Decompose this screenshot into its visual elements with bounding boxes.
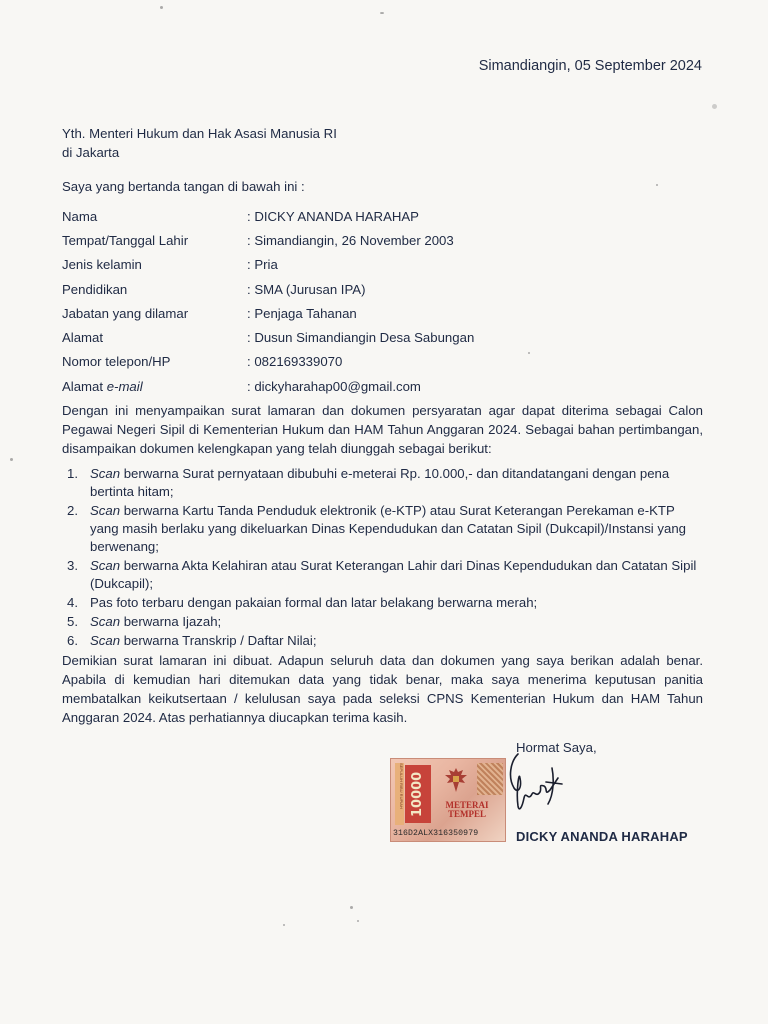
scan-speck [712, 104, 717, 109]
stamp-title-line: METERAI [445, 800, 489, 810]
applicant-fields [62, 204, 702, 398]
field-row-email [62, 374, 702, 398]
list-number: 6. [67, 633, 78, 648]
list-body: Pas foto terbaru dengan pakaian formal dan latar belakang berwarna merah; [90, 595, 538, 610]
list-text [90, 502, 703, 556]
field-label-italic: e-mail [106, 378, 143, 394]
scan-speck [656, 184, 658, 186]
list-item [62, 613, 703, 631]
field-label: Nama [62, 208, 98, 224]
list-text [90, 613, 703, 631]
list-item [62, 632, 703, 650]
list-body: berwarna Surat pernyataan dibubuhi e-meterai Rp. 10.000,- dan ditandatangani dengan pena bertinta hitam; [90, 466, 670, 499]
field-row-position [62, 301, 702, 325]
field-row-phone [62, 350, 702, 374]
paragraph-application: Dengan ini menyampaikan surat lamaran dan dokumen persyaratan agar dapat diterima sebagai Calon Pegawai Negeri Sipil di Kementerian Hukum dan HAM Tahun Anggaran 2024. Sebagai bahan pertimbangan, disampaikan dokumen kelengkapan yang telah diunggah sebagai berikut: [62, 403, 703, 456]
addressee-location: di Jakarta [62, 145, 120, 160]
list-italic: Scan [90, 558, 121, 573]
list-body: berwarna Ijazah; [120, 614, 222, 629]
scan-speck [350, 906, 353, 909]
field-row-address [62, 325, 702, 349]
list-italic: Scan [90, 466, 121, 481]
list-number: 1. [67, 466, 78, 481]
list-number: 4. [67, 595, 78, 610]
field-row-gender [62, 253, 702, 277]
list-text [90, 632, 703, 650]
list-item [62, 594, 703, 612]
stamp-strip-text: SEPULUH RIBU RUPIAH [395, 763, 404, 825]
field-row-education [62, 277, 702, 301]
field-value: : Penjaga Tahanan [247, 305, 357, 321]
field-value: : DICKY ANANDA HARAHAP [247, 208, 419, 224]
document-list [62, 465, 703, 651]
scan-speck [357, 920, 359, 922]
field-label: Alamat [62, 330, 104, 346]
closing-salutation: Hormat Saya, [516, 740, 597, 755]
list-item [62, 557, 703, 593]
field-label [62, 379, 247, 394]
stamp-value: 10000 [405, 765, 431, 823]
field-value: : SMA (Jurusan IPA) [247, 281, 366, 297]
list-italic: Scan [90, 503, 121, 518]
list-item [62, 502, 703, 556]
list-number: 2. [67, 503, 78, 518]
letter-date: Simandiangin, 05 September 2024 [478, 58, 702, 74]
stamp-title-line: TEMPEL [447, 809, 486, 819]
signer-name: DICKY ANANDA HARAHAP [516, 829, 688, 844]
scan-speck [10, 458, 13, 461]
list-italic: Scan [90, 633, 121, 648]
list-number: 5. [67, 614, 78, 629]
paragraph-closing: Demikian surat lamaran ini dibuat. Adapun seluruh data dan dokumen yang saya berikan adalah benar. Apabila di kemudian hari ditemukan data yang tidak benar, maka saya menerima keputusan panitia membatalkan keikutsertaan / kelulusan saya pada seleksi CPNS Kementerian Hukum dan HAM Tahun Anggaran 2024. Atas perhatiannya diucapkan terima kasih. [62, 653, 703, 725]
scan-speck [380, 12, 384, 14]
garuda-emblem-icon [441, 765, 471, 795]
field-label-prefix: Alamat [62, 378, 107, 394]
list-item [62, 465, 703, 501]
field-row-birth [62, 228, 702, 252]
field-label: Jabatan yang dilamar [62, 305, 189, 321]
list-body: berwarna Akta Kelahiran atau Surat Keterangan Lahir dari Dinas Kependudukan dan Catatan Sipil (Dukcapil); [90, 558, 697, 591]
scan-speck [160, 6, 163, 9]
intro-text: Saya yang bertanda tangan di bawah ini : [62, 179, 305, 194]
field-label: Pendidikan [62, 281, 128, 297]
field-value: : Dusun Simandiangin Desa Sabungan [247, 330, 475, 346]
list-text [90, 465, 703, 501]
field-value: : 082169339070 [247, 354, 343, 370]
field-label: Nomor telepon/HP [62, 354, 171, 370]
list-text [90, 557, 703, 593]
list-text [90, 594, 703, 612]
list-number: 3. [67, 558, 78, 573]
field-label: Tempat/Tanggal Lahir [62, 232, 189, 248]
field-value: : Pria [247, 257, 278, 273]
field-label: Jenis kelamin [62, 257, 142, 273]
field-row-name [62, 204, 702, 228]
addressee-block [62, 124, 337, 162]
stamp-serial: 316D2ALX316350979 [393, 829, 479, 838]
addressee-line: Yth. Menteri Hukum dan Hak Asasi Manusia RI [62, 126, 337, 141]
list-italic: Scan [90, 614, 121, 629]
list-body: berwarna Kartu Tanda Penduduk elektronik (e-KTP) atau Surat Keterangan Perekaman e-KTP yang masih berlaku yang dikeluarkan Dinas Kependudukan dan Catatan Sipil (Dukcapil)/Instansi yang berwenang; [90, 503, 686, 554]
scan-speck [283, 924, 285, 926]
field-value: : Simandiangin, 26 November 2003 [247, 232, 454, 248]
handwritten-signature-icon [488, 748, 568, 820]
field-value: : dickyharahap00@gmail.com [247, 378, 421, 394]
list-body: berwarna Transkrip / Daftar Nilai; [120, 633, 317, 648]
